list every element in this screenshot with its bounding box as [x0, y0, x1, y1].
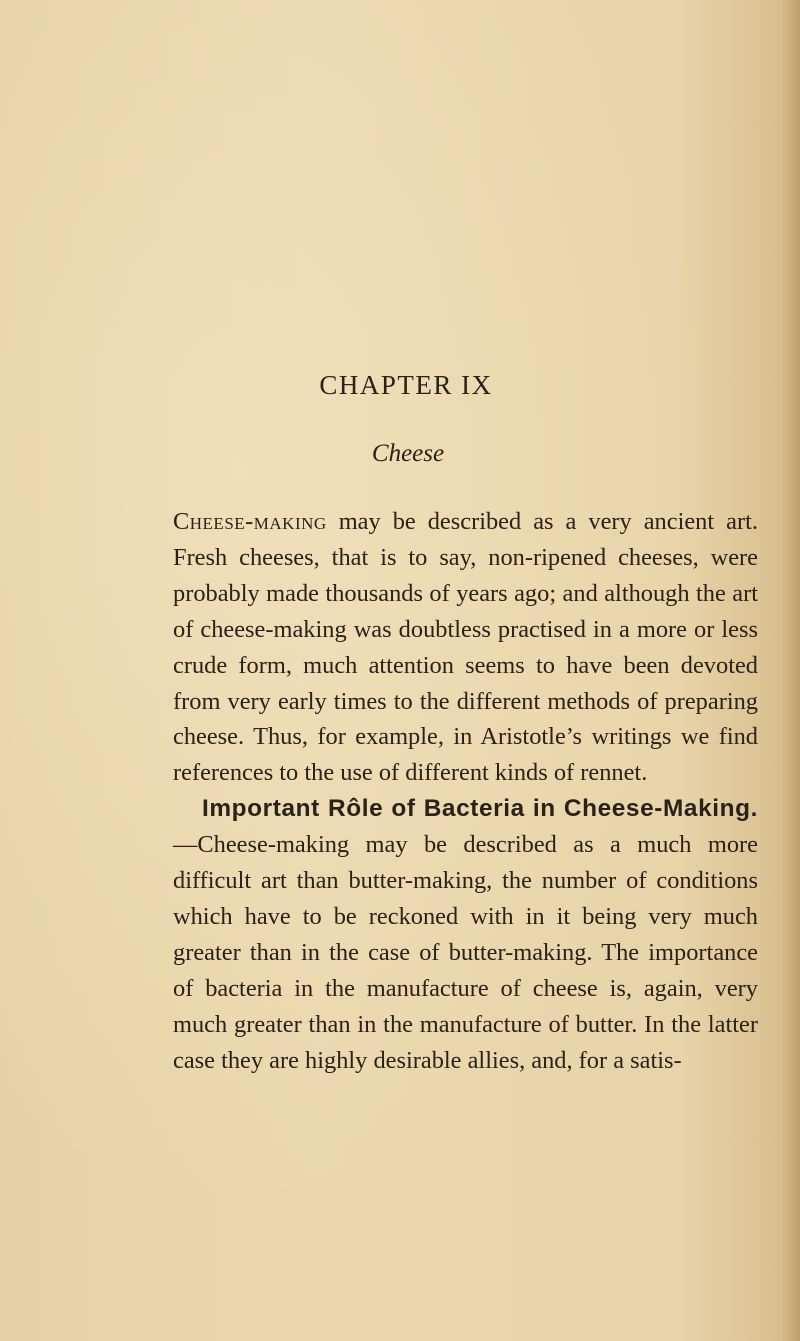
paragraph-text: may be described as a very ancient art. Fresh cheeses, that is to say, non-ripened cheeses, were probably made thousands of years ago; and although the art of cheese-making was doubtless practised in a more or less crude form, much attention seems to have been devoted from very early times to the different methods of preparing cheese. Thus, for example, in Aristotle’s writings we find references to the use of different kinds of rennet. — [173, 508, 758, 787]
paragraph-bacteria — [173, 791, 758, 1078]
chapter-subtitle: Cheese — [371, 440, 445, 467]
paragraph-text: —Cheese-making may be described as a much more difficult art than butter-making, the number of conditions which have to be reckoned with in it being very much greater than in the case of butter-making. The importance of bacteria in the manufacture of cheese is, again, very much greater than in the manufacture of butter. In the latter case they are highly desirable allies, and, for a satis- — [173, 831, 758, 1074]
body-text — [173, 504, 758, 1079]
section-run-in-heading: Important Rôle of Bacteria in Cheese-Making. — [202, 795, 758, 823]
paragraph-lead-word: Cheese-making — [173, 508, 327, 535]
page-edge-shadow — [782, 0, 800, 1341]
paragraph-intro — [173, 504, 758, 791]
chapter-title: CHAPTER IX — [319, 370, 493, 400]
